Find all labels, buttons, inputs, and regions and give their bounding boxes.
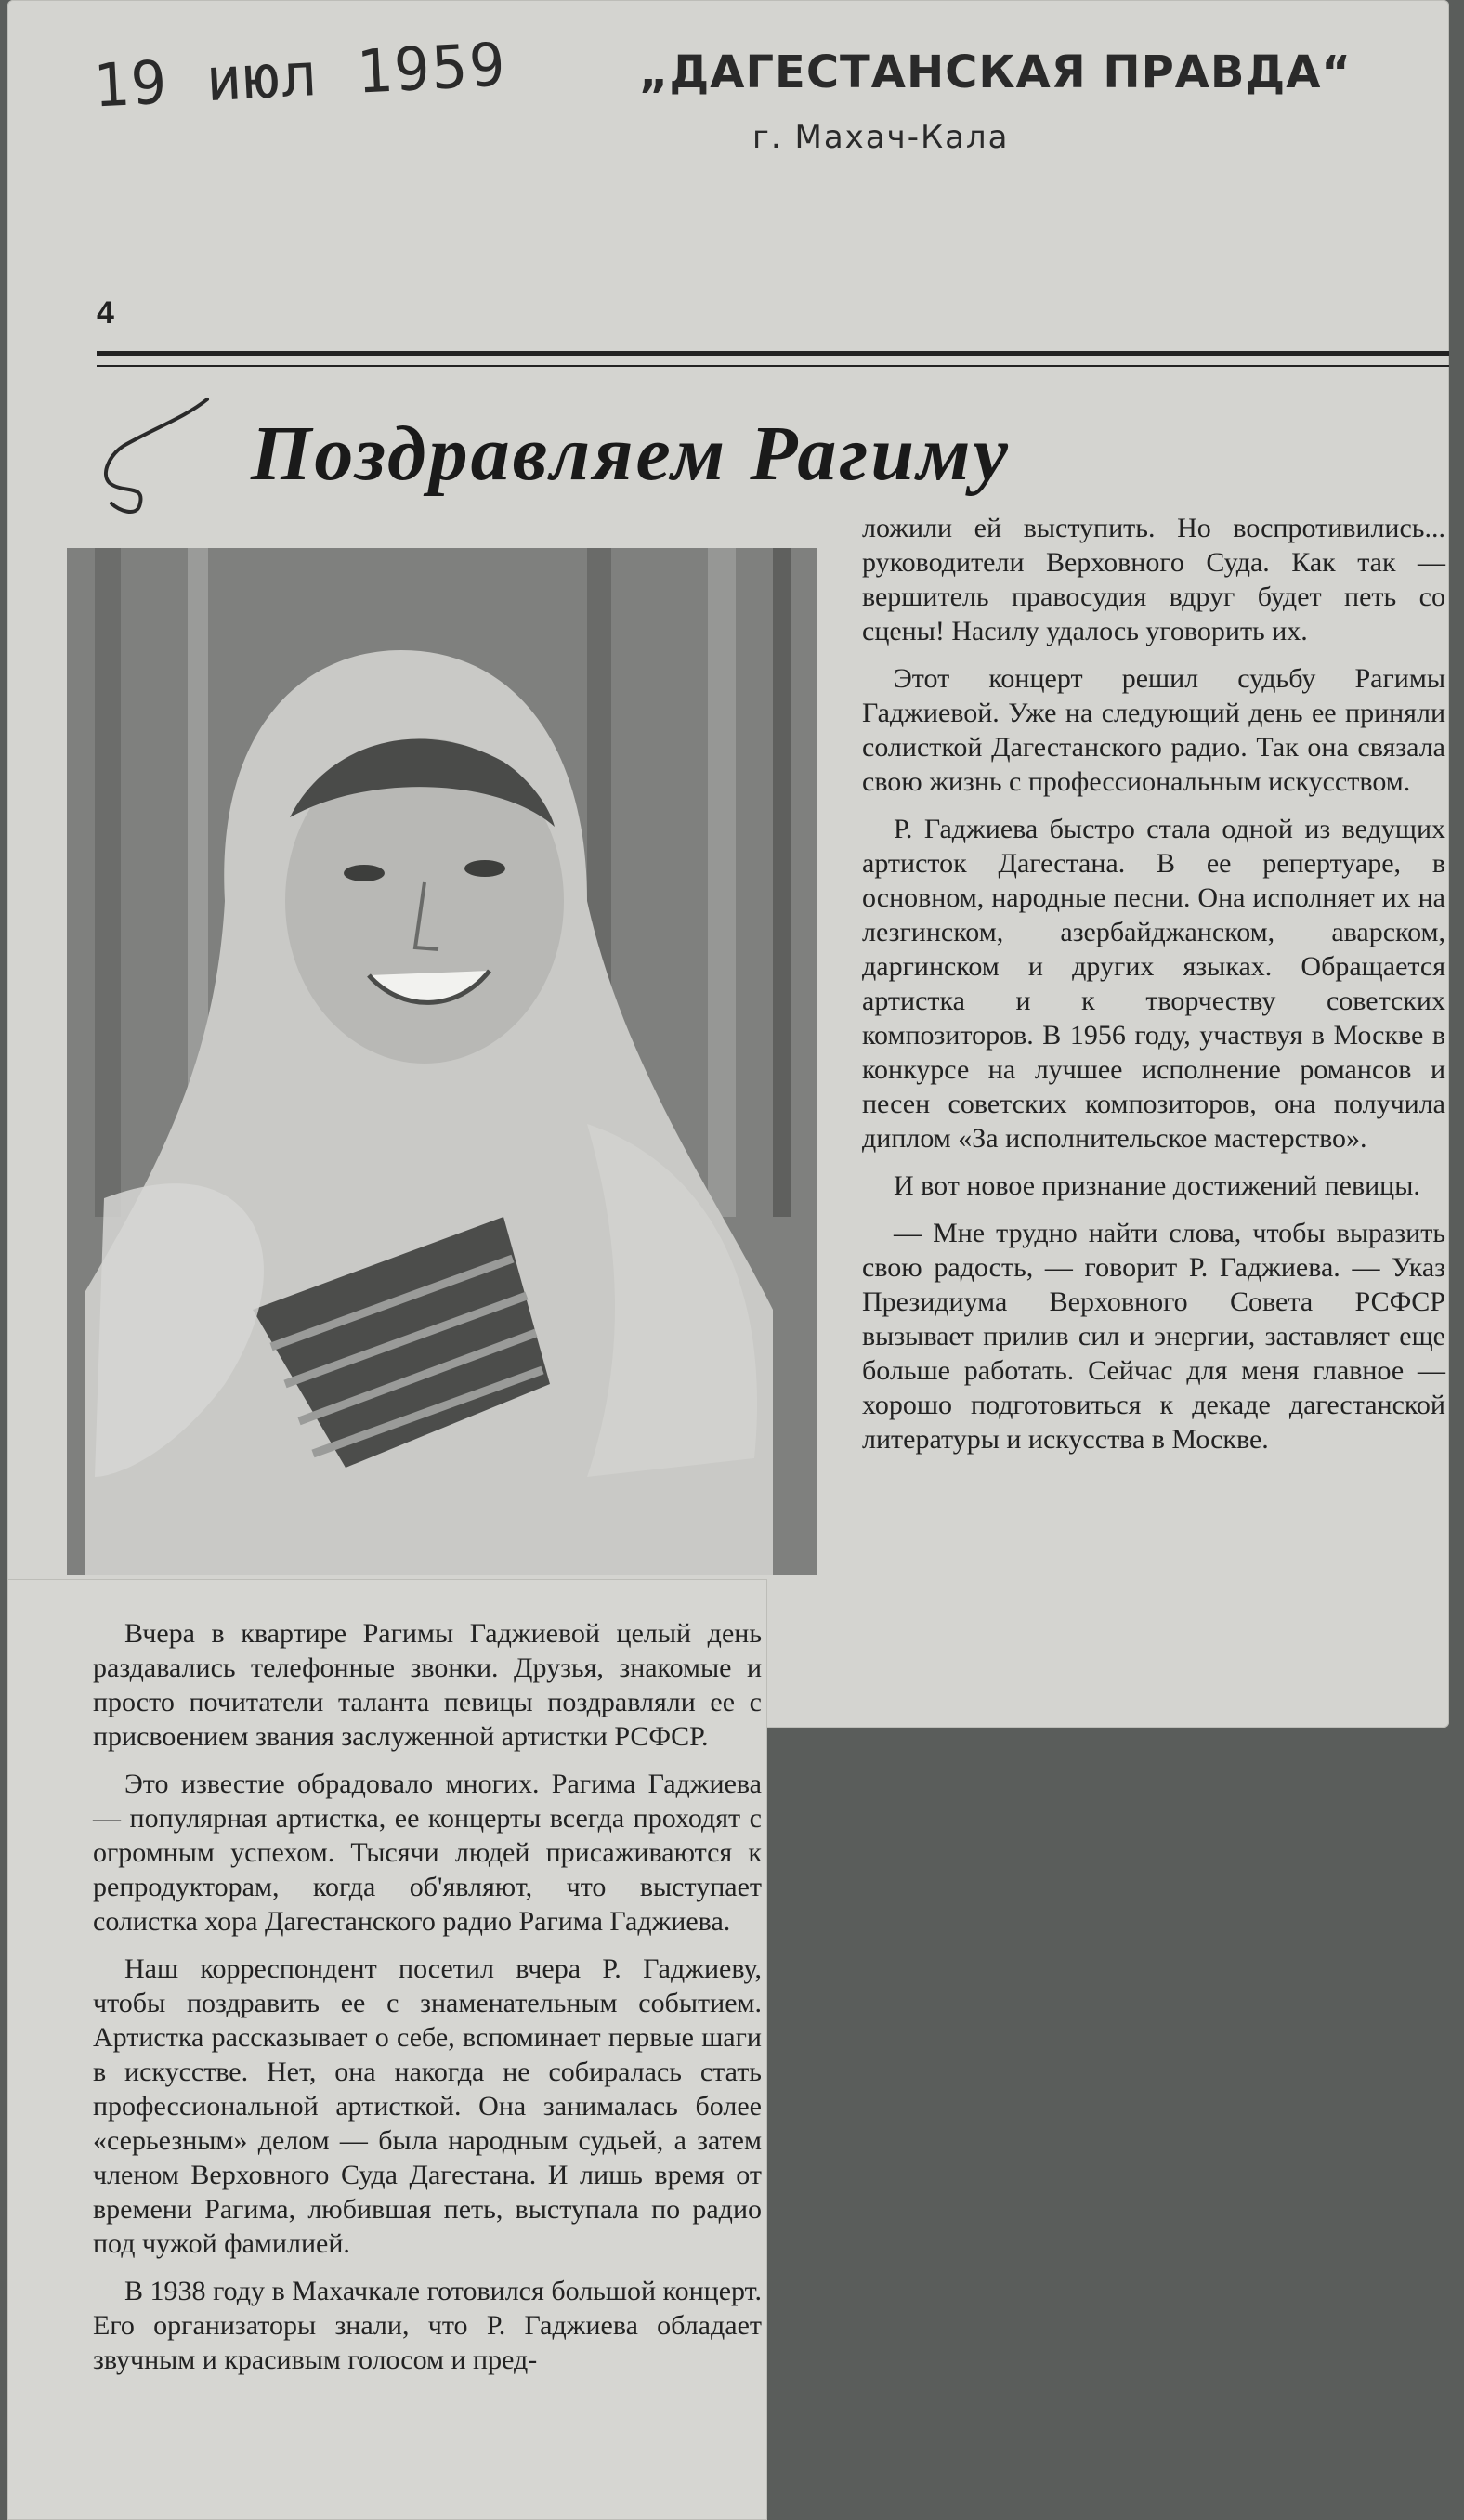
handwritten-number-mark <box>91 390 221 520</box>
portrait-photo <box>67 548 817 1575</box>
paragraph: ложили ей выступить. Но воспротивились... руководители Верховного Суда. Как так — вершитель правосудия вдруг будет петь со сцены! Насилу удалось уговорить их. <box>862 513 1445 646</box>
article-headline: Поздравляем Рагиму <box>251 411 1011 497</box>
paragraph: В 1938 году в Махачкале готовился большой концерт. Его организаторы знали, что Р. Гаджиева обладает звучным и красивым голосом и пред- <box>93 2276 762 2375</box>
paragraph: Этот концерт решил судьбу Рагимы Гаджиевой. Уже на следующий день ее приняли солисткой Дагестанского радио. Так она связала свою жизнь с профессиональным искусством. <box>862 663 1445 797</box>
paragraph: Это известие обрадовало многих. Рагима Гаджиева — популярная артистка, ее концерты всегда проходят с огромным успехом. Тысячи людей присаживаются к репродукторам, когда об'являют, что выступает солистка хора Дагестанского радио Рагима Гаджиева. <box>93 1769 762 1937</box>
date-stamp: 19 июл 1959 <box>91 31 509 122</box>
article-column-left <box>93 1616 762 2390</box>
newspaper-name-stamp: „ДАГЕСТАНСКАЯ ПРАВДА“ <box>639 46 1352 98</box>
paragraph: Вчера в квартире Рагимы Гаджиевой целый день раздавались телефонные звонки. Друзья, знакомые и просто почитатели таланта певицы поздравляли ее с присвоением звания заслуженной артистки РСФСР. <box>93 1618 762 1752</box>
paragraph: Наш корреспондент посетил вчера Р. Гаджиеву, чтобы поздравить ее с знаменательным событием. Артистка рассказывает о себе, вспоминает первые шаги в искусстве. Нет, она накогда не собиралась стать профессиональной артисткой. Она занималась более «серьезным» делом — была народным судьей, а затем членом Верховного Суда Дагестана. И лишь время от времени Рагима, любившая петь, выступала по радио под чужой фамилией. <box>93 1953 762 2259</box>
article-column-right <box>862 511 1445 1469</box>
paragraph: И вот новое признание достижений певицы. <box>894 1170 1420 1201</box>
page-number: 4 <box>97 295 114 331</box>
header-rule <box>97 351 1449 367</box>
paragraph: — Мне трудно найти слова, чтобы выразить свою радость, — говорит Р. Гаджиева. — Указ Президиума Верховного Совета РСФСР вызывает прилив сил и энергии, заставляет еще больше работать. Сейчас для меня главное — хорошо подготовиться к декаде дагестанской литературы и искусства в Москве. <box>862 1218 1445 1455</box>
paragraph: Р. Гаджиева быстро стала одной из ведущих артисток Дагестана. В ее репертуаре, в основном, народные песни. Она исполняет их на лезгинском, азербайджанском, аварском, даргинском и других языках. Обращается артистка и к творчеству советских композиторов. В 1956 году, участвуя в Москве в конкурсе на лучшее исполнение романсов и песен советских композиторов, она получила диплом «За исполнительское мастерство». <box>862 814 1445 1154</box>
city-stamp: г. Махач-Кала <box>752 119 1010 156</box>
